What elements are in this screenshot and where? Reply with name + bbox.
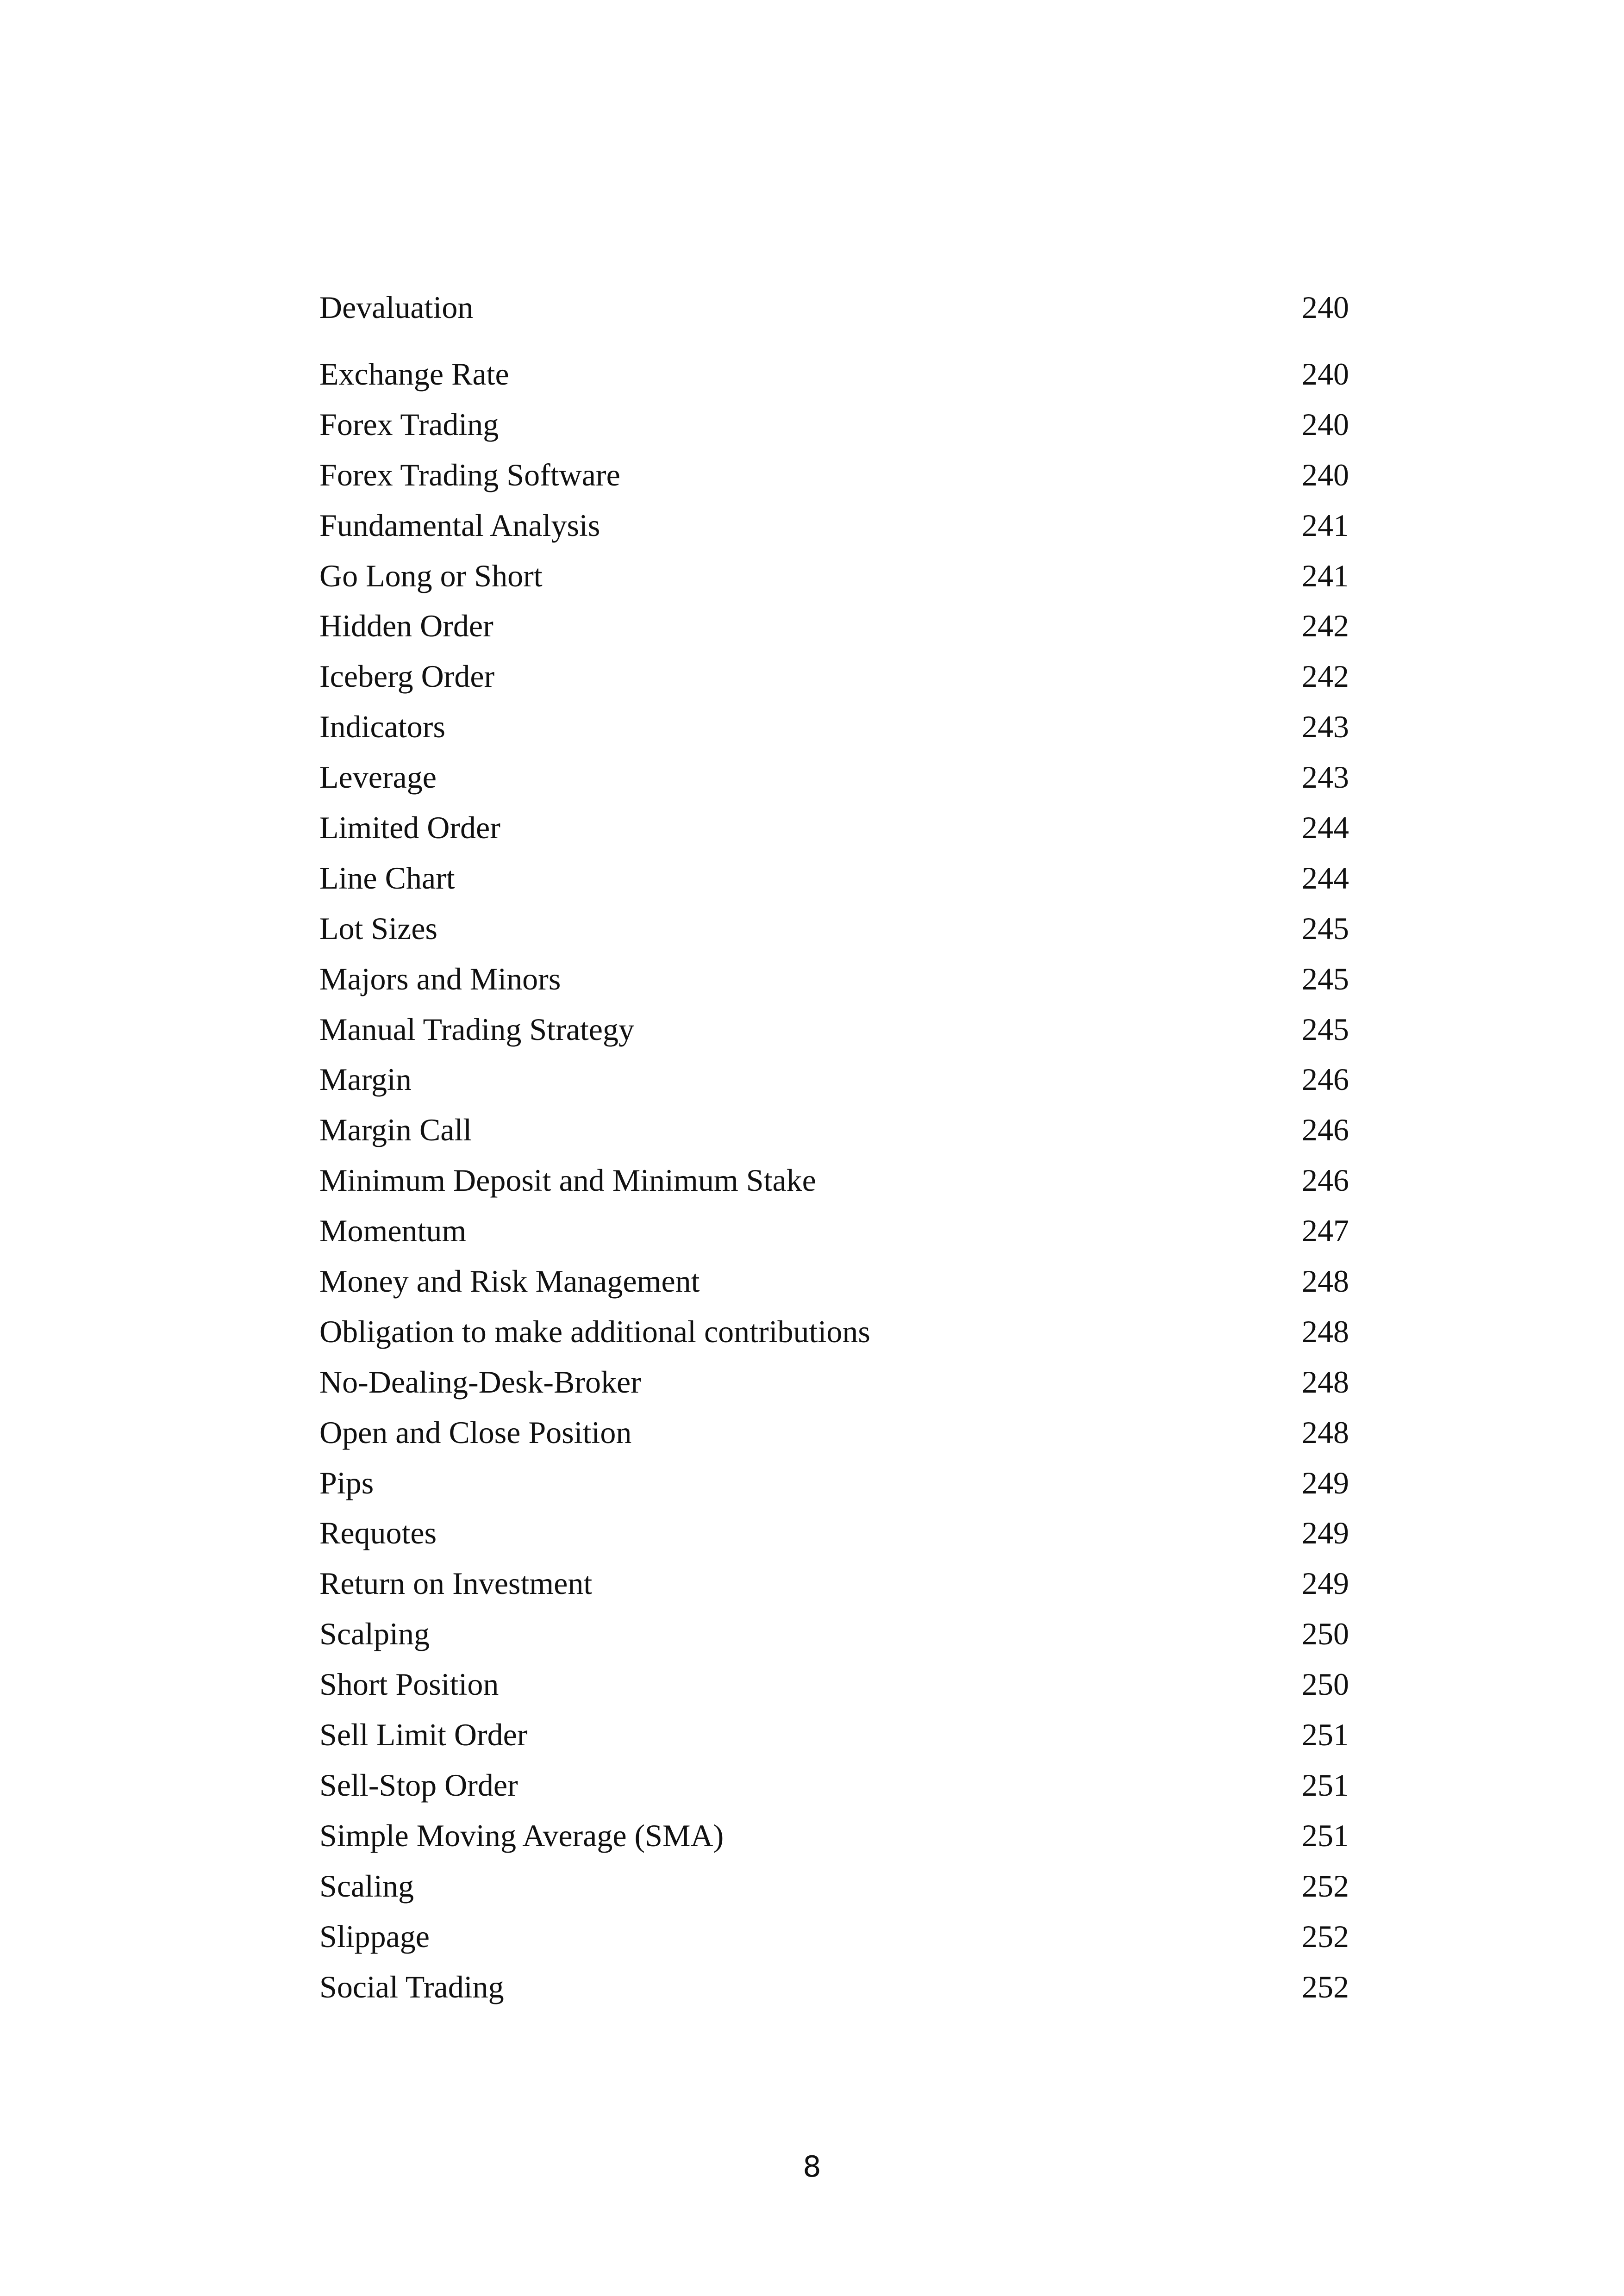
toc-entry <box>319 450 1349 500</box>
toc-entry-title: Momentum <box>319 1213 467 1249</box>
toc-entry-title: Line Chart <box>319 860 455 896</box>
toc-entry-title: Margin Call <box>319 1112 472 1148</box>
toc-entry-page: 246 <box>1302 1112 1349 1148</box>
toc-entry <box>319 601 1349 651</box>
toc-entry <box>319 651 1349 702</box>
toc-entry-title: Forex Trading Software <box>319 457 620 492</box>
toc-entry <box>319 1760 1349 1811</box>
toc-entry <box>319 752 1349 803</box>
toc-entry <box>319 1458 1349 1508</box>
toc-entry <box>319 1710 1349 1760</box>
toc-entry-page: 252 <box>1302 1918 1349 1954</box>
toc-entry-title: Devaluation <box>319 290 474 325</box>
toc-entry <box>319 954 1349 1004</box>
toc-entry <box>319 853 1349 903</box>
toc-entry-page: 246 <box>1302 1163 1349 1198</box>
toc-entry-title: Indicators <box>319 709 445 745</box>
toc-entry-page: 249 <box>1302 1566 1349 1601</box>
toc-entry <box>319 1407 1349 1458</box>
toc-entry <box>319 1558 1349 1609</box>
toc-entry-title: Limited Order <box>319 810 500 846</box>
toc-entry <box>319 1911 1349 1962</box>
toc-entry-page: 245 <box>1302 1011 1349 1047</box>
toc-entry-page: 240 <box>1302 457 1349 492</box>
toc-entry-title: Sell Limit Order <box>319 1717 528 1753</box>
toc-entry-page: 250 <box>1302 1616 1349 1652</box>
toc-entry-page: 242 <box>1302 608 1349 644</box>
toc-entry <box>319 1307 1349 1357</box>
toc-entry <box>319 1206 1349 1256</box>
toc-entry-page: 243 <box>1302 709 1349 745</box>
toc-entry <box>319 702 1349 752</box>
toc-entry-title: Return on Investment <box>319 1566 593 1601</box>
toc-entry-page: 245 <box>1302 961 1349 996</box>
toc-entry <box>319 1256 1349 1307</box>
toc-entry <box>319 903 1349 954</box>
toc-entry <box>319 1609 1349 1659</box>
toc-entry-title: Simple Moving Average (SMA) <box>319 1817 724 1853</box>
toc-entry-title: Requotes <box>319 1515 437 1551</box>
toc-entry-page: 246 <box>1302 1062 1349 1097</box>
toc-entry-title: Go Long or Short <box>319 558 543 593</box>
toc-entry-title: Iceberg Order <box>319 659 495 694</box>
toc-entry <box>319 1357 1349 1407</box>
toc-entry <box>319 1861 1349 1911</box>
toc-entry-title: Short Position <box>319 1667 499 1702</box>
toc-entry-title: Majors and Minors <box>319 961 561 996</box>
toc-entry-title: Pips <box>319 1465 374 1500</box>
toc-entry <box>319 1054 1349 1105</box>
toc-entry-title: Manual Trading Strategy <box>319 1011 634 1047</box>
toc-entry-title: Fundamental Analysis <box>319 507 600 543</box>
toc-entry-title: Slippage <box>319 1918 430 1954</box>
toc-entry-title: No-Dealing-Desk-Broker <box>319 1364 641 1400</box>
toc-entry-page: 252 <box>1302 1969 1349 2004</box>
toc-entry-title: Scalping <box>319 1616 430 1652</box>
toc-entry-title: Sell-Stop Order <box>319 1767 518 1803</box>
toc-entry-page: 245 <box>1302 910 1349 946</box>
toc-entry <box>319 1962 1349 2012</box>
toc-entry <box>319 803 1349 853</box>
toc-entry-title: Lot Sizes <box>319 910 437 946</box>
toc-entry-title: Exchange Rate <box>319 356 509 392</box>
toc-entry-page: 241 <box>1302 558 1349 593</box>
toc-entry-page: 240 <box>1302 356 1349 392</box>
toc-entry-page: 252 <box>1302 1868 1349 1904</box>
toc-entry-title: Margin <box>319 1062 412 1097</box>
toc-entry-page: 241 <box>1302 507 1349 543</box>
toc-entry <box>319 282 1349 349</box>
toc-entry-page: 240 <box>1302 290 1349 325</box>
toc-entry-page: 248 <box>1302 1263 1349 1299</box>
toc-entry-page: 247 <box>1302 1213 1349 1249</box>
page-number: 8 <box>803 2150 821 2184</box>
toc-entry-title: Money and Risk Management <box>319 1263 700 1299</box>
toc-entry-page: 251 <box>1302 1817 1349 1853</box>
toc-entry-title: Open and Close Position <box>319 1414 632 1450</box>
toc-entry-page: 251 <box>1302 1767 1349 1803</box>
toc-entry-title: Social Trading <box>319 1969 504 2004</box>
toc-entry <box>319 1659 1349 1710</box>
toc-entry-page: 251 <box>1302 1717 1349 1753</box>
toc-entry <box>319 399 1349 450</box>
toc-entry-page: 240 <box>1302 406 1349 442</box>
toc-entry-title: Obligation to make additional contributions <box>319 1313 870 1349</box>
toc-entry <box>319 1811 1349 1861</box>
toc-entry-page: 249 <box>1302 1515 1349 1551</box>
toc-entry <box>319 349 1349 399</box>
toc-entry-title: Scaling <box>319 1868 414 1904</box>
table-of-contents <box>319 282 1349 2012</box>
toc-entry-page: 250 <box>1302 1667 1349 1702</box>
toc-entry-title: Minimum Deposit and Minimum Stake <box>319 1163 816 1198</box>
toc-entry <box>319 1004 1349 1055</box>
toc-entry-page: 242 <box>1302 659 1349 694</box>
toc-entry <box>319 500 1349 551</box>
toc-entry-page: 248 <box>1302 1313 1349 1349</box>
toc-entry <box>319 1105 1349 1155</box>
toc-entry-page: 249 <box>1302 1465 1349 1500</box>
toc-entry-page: 243 <box>1302 759 1349 795</box>
toc-entry-title: Hidden Order <box>319 608 493 644</box>
toc-entry-page: 248 <box>1302 1414 1349 1450</box>
toc-entry <box>319 1508 1349 1558</box>
toc-entry <box>319 551 1349 601</box>
toc-entry-title: Leverage <box>319 759 437 795</box>
toc-entry <box>319 1155 1349 1206</box>
toc-entry-page: 244 <box>1302 810 1349 846</box>
toc-entry-page: 244 <box>1302 860 1349 896</box>
toc-entry-page: 248 <box>1302 1364 1349 1400</box>
toc-entry-title: Forex Trading <box>319 406 499 442</box>
